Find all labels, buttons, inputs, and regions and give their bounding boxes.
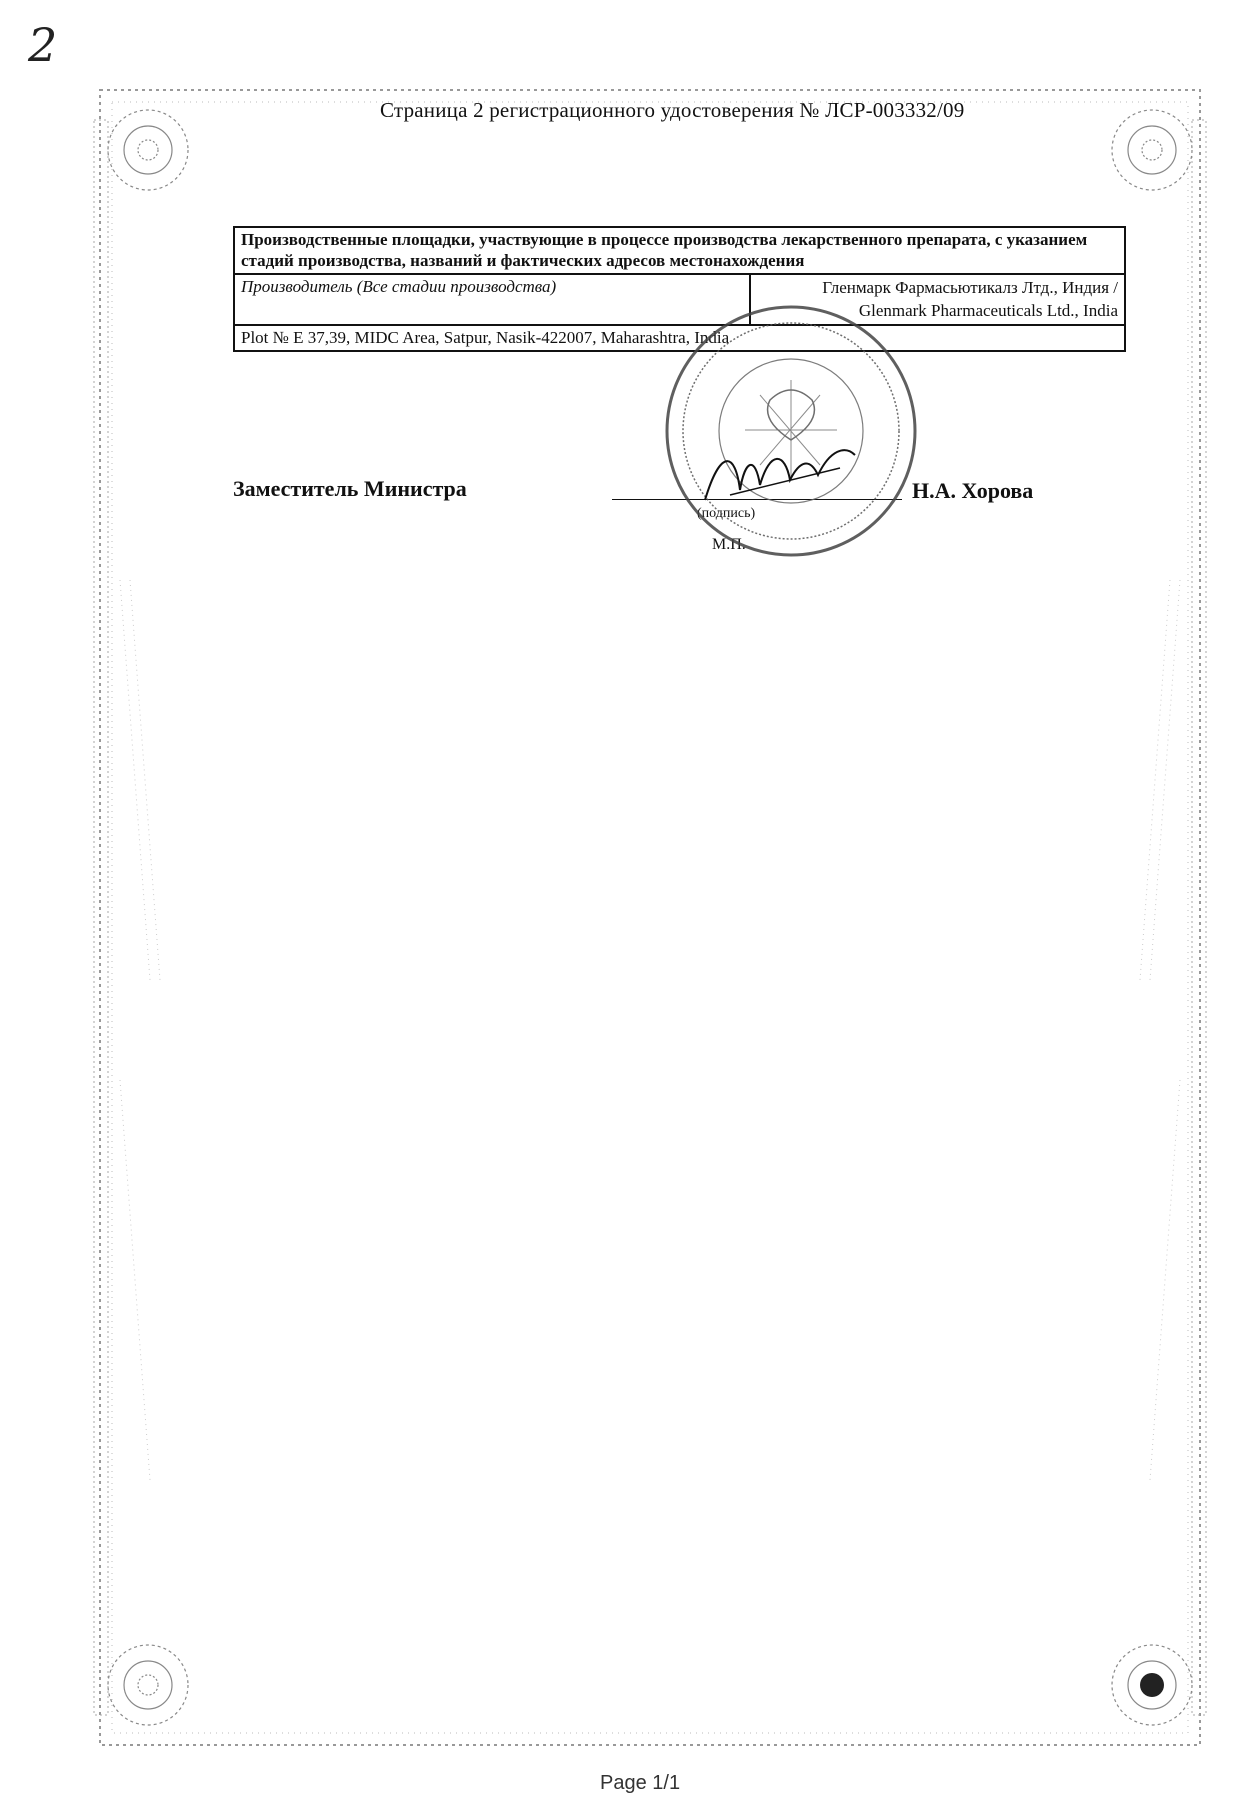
handwritten-signature	[700, 440, 860, 510]
producer-label: Производитель (Все стадии производства)	[234, 274, 750, 324]
seal-place-mark: М.П.	[712, 536, 746, 553]
signatory-name: Н.А. Хорова	[912, 478, 1034, 503]
producer-name-en: Glenmark Pharmaceuticals Ltd., India	[858, 300, 1118, 320]
producer-name-ru: Гленмарк Фармасьютикалз Лтд., Индия /	[822, 278, 1118, 298]
table-heading: Производственные площадки, участвующие в процессе производства лекарственного препарата, с указанием стадий производства, названий и фактических адресов местонахождения	[234, 227, 1125, 274]
official-seal-stamp	[660, 300, 922, 562]
table-heading-row	[234, 227, 1125, 274]
handwritten-page-number: 2	[28, 18, 58, 72]
page-header: Страница 2 регистрационного удостоверения № ЛСР-003332/09	[380, 98, 965, 122]
signature-caption: (подпись)	[697, 506, 756, 521]
producer-address: Plot № E 37,39, MIDC Area, Satpur, Nasik-422007, Maharashtra, India	[234, 325, 1125, 352]
page-footer: Page 1/1	[600, 1772, 681, 1794]
signatory-role: Заместитель Министра	[233, 476, 467, 501]
